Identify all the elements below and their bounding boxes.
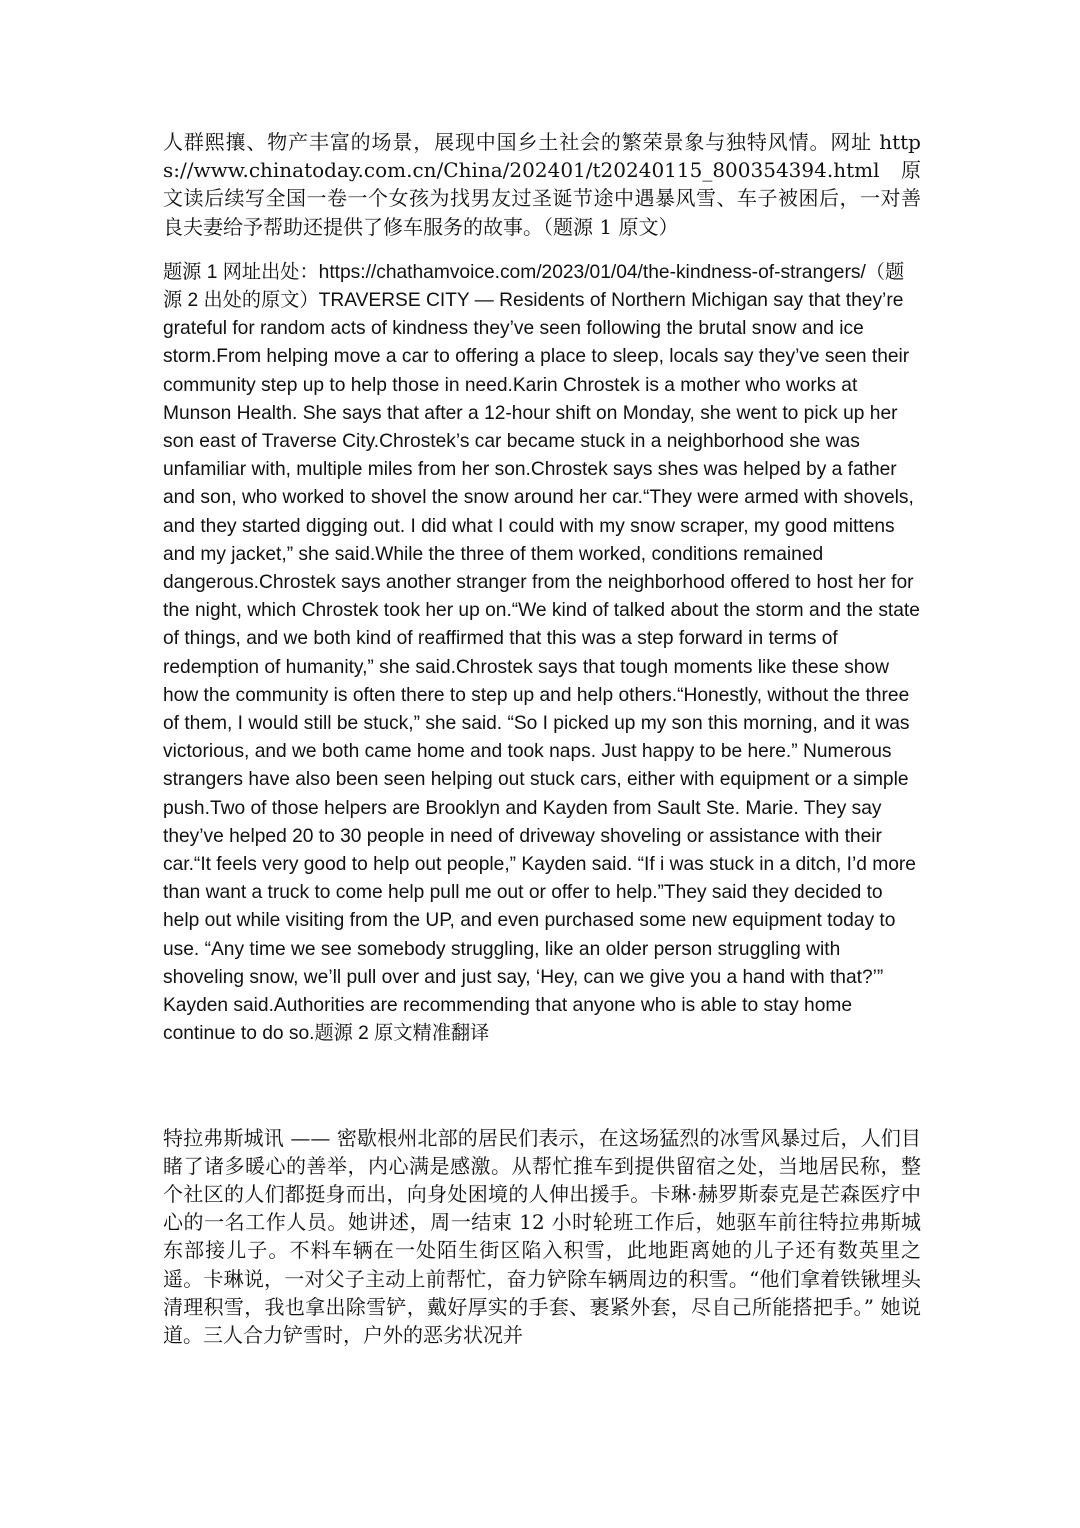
source-article-paragraph: 题源 1 网址出处：https://chathamvoice.com/2023/01/04/the-kindness-of-strangers/（题源 2 出处的原文）TRAVERSE CITY — Residents of Northern Michigan say that they’re grateful for random acts of kindness they’ve seen following the brutal snow and ice storm.From helping move a car to offering a place to sleep, locals say they’ve seen their community step up to help those in need.Karin Chrostek is a mother who works at Munson Health. She says that after a 12-hour shift on Monday, she went to pick up her son east of Traverse City.Chrostek’s car became stuck in a neighborhood she was unfamiliar with, multiple miles from her son.Chrostek says shes was helped by a father and son, who worked to shovel the snow around her car.“They were armed with shovels, and they started digging out. I did what I could with my snow scraper, my good mittens and my jacket,” she said.While the three of them worked, conditions remained dangerous.Chrostek says another stranger from the neighborhood offered to host her for the night, which Chrostek took her up on.“We kind of talked about the storm and the state of things, and we both kind of reaffirmed that this was a step forward in terms of redemption of humanity,” she said.Chrostek says that tough moments like these show how the community is often there to step up and help others.“Honestly, without the three of them, I would still be stuck,” she said. “So I picked up my son this morning, and it was victorious, and we both came home and took naps. Just happy to be here.” Numerous strangers have also been seen helping out stuck cars, either with equipment or a simple push.Two of those helpers are Brooklyn and Kayden from Sault Ste. Marie. They say they’ve helped 20 to 30 people in need of driveway shoveling or assistance with their car.“It feels very good to help out people,” Kayden said. “If i was stuck in a ditch, I’d more than want a truck to come help pull me out or offer to help.”They said they decided to help out while visiting from the UP, and even purchased some new equipment today to use. “Any time we see somebody struggling, like an older person struggling with shoveling snow, we’ll pull over and just say, ‘Hey, can we give you a hand with that?’” Kayden said.Authorities are recommending that anyone who is able to stay home continue to do so.题源 2 原文精准翻译 — [163, 261, 920, 1045]
document-page — [163, 128, 921, 1349]
translation-paragraph: 特拉弗斯城讯 —— 密歇根州北部的居民们表示，在这场猛烈的冰雪风暴过后，人们目睹了诸多暖心的善举，内心满是感激。从帮忙推车到提供留宿之处，当地居民称，整个社区的人们都挺身而出，向身处困境的人伸出援手。卡琳·赫罗斯泰克是芒森医疗中心的一名工作人员。她讲述，周一结束 12 小时轮班工作后，她驱车前往特拉弗斯城东部接儿子。不料车辆在一处陌生街区陷入积雪，此地距离她的儿子还有数英里之遥。卡琳说，一对父子主动上前帮忙，奋力铲除车辆周边的积雪。“他们拿着铁锹埋头清理积雪，我也拿出除雪铲，戴好厚实的手套、裹紧外套，尽自己所能搭把手。” 她说道。三人合力铲雪时，户外的恶劣状况并 — [163, 1125, 921, 1347]
intro-paragraph: 人群熙攘、物产丰富的场景，展现中国乡土社会的繁荣景象与独特风情。网址 https://www.chinatoday.com.cn/China/202401/t20240115_800354394.html 原文读后续写全国一卷一个女孩为找男友过圣诞节途中遇暴风雪、车子被困后，一对善良夫妻给予帮助还提供了修车服务的故事。（题源 1 原文） — [163, 130, 921, 239]
